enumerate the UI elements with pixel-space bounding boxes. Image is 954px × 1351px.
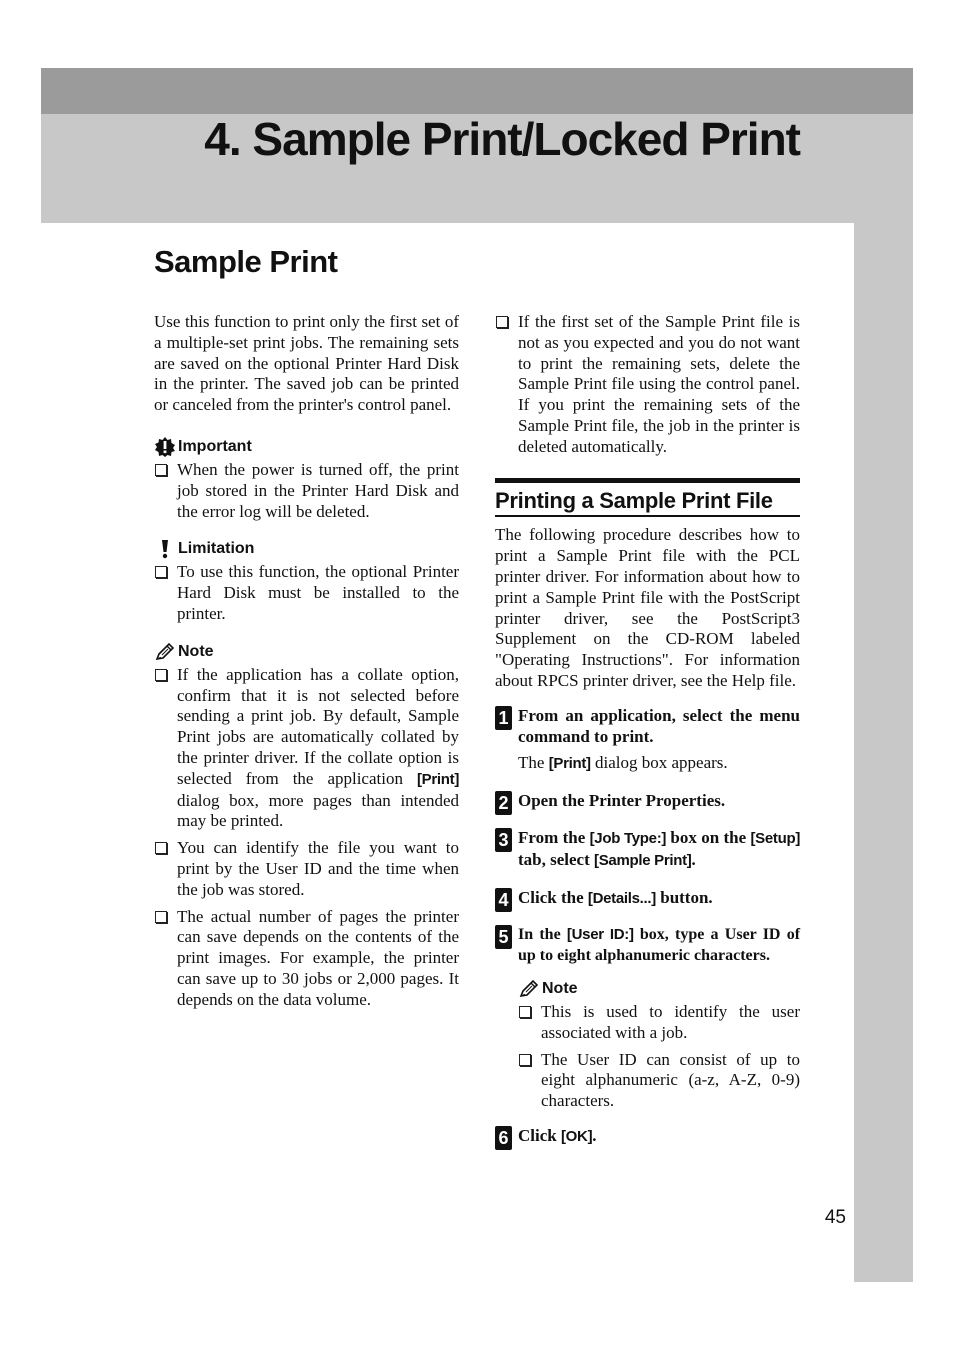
print-dialog-ref: [Print]: [416, 770, 460, 788]
section-title: Sample Print: [154, 244, 338, 279]
checkbox-bullet-icon: [155, 566, 167, 578]
important-icon: [154, 437, 176, 457]
checkbox-bullet-icon: [519, 1006, 531, 1018]
pencil-note-icon: [518, 979, 540, 999]
step-number: 1: [495, 706, 512, 730]
note-item: You can identify the file you want to print by the User ID and the time when the job was stored.: [154, 838, 459, 900]
note-heading: [518, 979, 800, 999]
step-number: 4: [495, 888, 512, 912]
checkbox-bullet-icon: [496, 316, 508, 328]
limitation-icon: [154, 539, 176, 559]
page-number: 45: [824, 1207, 846, 1228]
checkbox-bullet-icon: [155, 464, 167, 476]
note-item: This is used to identify the user associated with a job.: [518, 1002, 800, 1044]
sample-print-note-item: If the first set of the Sample Print file is not as you expected and you do not want to print the remaining sets, delete the Sample Print file using the control panel. If you print the remaining sets of the Sample Print file, the job in the printer is deleted automatically.: [495, 312, 800, 458]
ok-button-ref: [OK]: [560, 1127, 593, 1145]
limitation-heading: [154, 539, 459, 559]
note-label: Note: [178, 642, 214, 660]
right-column: [495, 312, 800, 1148]
note-label: Note: [542, 979, 578, 997]
details-button-ref: [Details...]: [587, 889, 656, 907]
side-tab-band: [854, 223, 913, 1282]
pencil-note-icon: [154, 642, 176, 662]
job-type-ref: [Job Type:]: [589, 829, 667, 847]
step-4: 4 Click the [Details...] button.: [495, 888, 800, 910]
step-5-note: [495, 979, 800, 1112]
sample-print-ref: [Sample Print]: [594, 851, 692, 869]
important-heading: [154, 437, 459, 457]
checkbox-bullet-icon: [519, 1054, 531, 1066]
step-number: 5: [495, 925, 512, 949]
checkbox-bullet-icon: [155, 669, 167, 681]
important-item: When the power is turned off, the print job stored in the Printer Hard Disk and the error log will be deleted.: [154, 460, 459, 522]
step-1: 1 From an application, select the menu command to print.: [495, 706, 800, 748]
limitation-label: Limitation: [178, 540, 255, 558]
chapter-band-top: [41, 68, 913, 114]
step-1-result: The [Print] dialog box appears.: [518, 753, 728, 773]
checkbox-bullet-icon: [155, 911, 167, 923]
important-label: Important: [178, 437, 252, 455]
left-column: [154, 312, 459, 1011]
user-id-ref: [User ID:]: [566, 926, 634, 944]
intro-paragraph: Use this function to print only the first set of a multiple-set print jobs. The remaining sets are saved on the optional Printer Hard Disk in the printer. The saved job can be printed or canceled from the printer's control panel.: [154, 312, 459, 415]
limitation-item: To use this function, the optional Printer Hard Disk must be installed to the printer.: [154, 562, 459, 624]
step-3: 3 From the [Job Type:] box on the [Setup] tab, select [Sample Print].: [495, 828, 800, 872]
setup-tab-ref: [Setup]: [750, 829, 801, 847]
checkbox-bullet-icon: [155, 842, 167, 854]
note-item: The User ID can consist of up to eight alphanumeric (a-z, A-Z, 0-9) characters.: [518, 1050, 800, 1112]
step-2: 2 Open the Printer Properties.: [495, 791, 800, 812]
procedure-intro: The following procedure describes how to print a Sample Print file with the PCL printer driver. For information about how to print a Sample Print file with the PostScript printer driver, see the PostScript3 Supplement on the CD-ROM labeled "Operating Instructions". For information about RPCS printer driver, see the Help file.: [495, 525, 800, 690]
step-5: 5 In the [User ID:] box, type a User ID of up to eight alphanumeric characters.: [495, 925, 800, 967]
chapter-title: 4. Sample Print/Locked Print: [204, 113, 800, 165]
step-number: 3: [495, 828, 512, 852]
note-item: The actual number of pages the printer can save depends on the contents of the print images. For example, the printer can save up to 30 jobs or 2,000 pages. It depends on the data volume.: [154, 907, 459, 1011]
subsection-title: Printing a Sample Print File: [495, 478, 800, 518]
note-item: If the application has a collate option, confirm that it is not selected before sending a print job. By default, Sample Print jobs are automatically collated by the printer driver. If the collate option is selected from the application [Print] dialog box, more pages than intended may be printed.: [154, 665, 459, 832]
step-6: 6 Click [OK].: [495, 1126, 800, 1148]
step-number: 6: [495, 1126, 512, 1150]
step-number: 2: [495, 791, 512, 815]
print-dialog-ref: [Print]: [548, 755, 591, 773]
note-heading: [154, 642, 459, 662]
